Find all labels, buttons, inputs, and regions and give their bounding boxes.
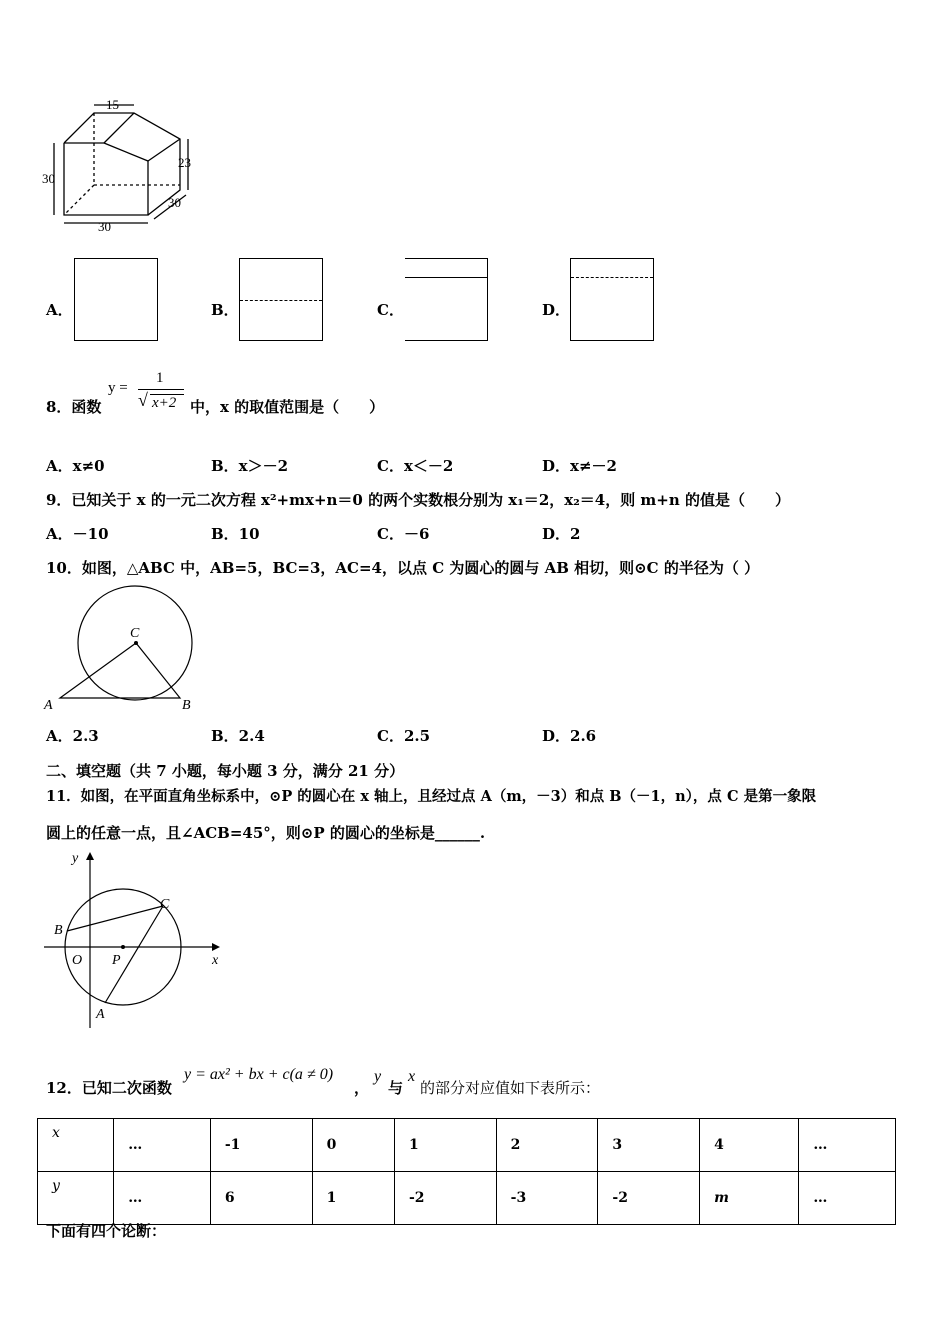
q12-prefix: 12．已知二次函数 — [46, 1079, 172, 1097]
q9-option-a[interactable]: A．－10 — [46, 525, 109, 543]
q11-label-b: B — [54, 923, 63, 938]
q8-option-d[interactable]: D．x≠－2 — [542, 457, 617, 475]
table-cell: -2 — [394, 1172, 496, 1225]
q9-option-c[interactable]: C．－6 — [377, 525, 430, 543]
cube-label-right-upper: 23 — [178, 155, 191, 170]
table-cell: 2 — [496, 1119, 598, 1172]
q12-mid: 与 — [388, 1079, 404, 1097]
table-cell: … — [799, 1172, 896, 1225]
q8-suffix: 中，x 的取值范围是（ ） — [190, 398, 385, 416]
q7-option-d[interactable]: D． — [542, 301, 571, 319]
cube-label-right-lower: 30 — [168, 195, 181, 210]
table-cell: … — [114, 1119, 211, 1172]
q11-label-a: A — [96, 1007, 105, 1022]
q7-option-c[interactable]: C． — [377, 301, 404, 319]
table-cell: … — [799, 1119, 896, 1172]
q7-option-c-view — [405, 258, 488, 341]
q11-label-x: x — [212, 953, 219, 968]
q11-label-p: P — [112, 953, 121, 968]
q9-text: 9．已知关于 x 的一元二次方程 x²+mx+n＝0 的两个实数根分别为 x₁＝2，x₂＝4，则 m+n 的值是（ ） — [46, 491, 790, 509]
q12-after: 下面有四个论断： — [46, 1222, 167, 1240]
table-cell: 1 — [312, 1172, 394, 1225]
q7-option-b-view — [239, 258, 323, 341]
table-row — [38, 1119, 896, 1172]
q11-label-o: O — [72, 953, 83, 968]
q11-label-y: y — [72, 851, 79, 866]
q12-comma: ， — [354, 1079, 370, 1097]
q12-y-var: y — [374, 1068, 382, 1085]
table-cell: m — [700, 1172, 799, 1225]
q7-option-a[interactable]: A． — [46, 301, 73, 319]
table-cell: -3 — [496, 1172, 598, 1225]
q10-circle-figure — [40, 585, 200, 715]
q8-option-c[interactable]: C．x＜－2 — [377, 457, 454, 475]
table-cell: 0 — [312, 1119, 394, 1172]
q8-formula: y = 1 √ x+2 — [108, 368, 188, 418]
q8-formula-y: y = — [108, 380, 128, 396]
table-cell: -1 — [210, 1119, 312, 1172]
q11-label-c: C — [160, 897, 170, 912]
q10-label-b: B — [182, 698, 191, 713]
q8-option-b[interactable]: B．x＞－2 — [211, 457, 289, 475]
q10-text: 10．如图，△ABC 中，AB=5，BC=3，AC=4，以点 C 为圆心的圆与 AB 相切，则⊙C 的半径为（ ） — [46, 559, 760, 577]
q12-x-var: x — [408, 1068, 416, 1085]
q11-line-2: 圆上的任意一点，且∠ACB=45°，则⊙P 的圆心的坐标是______. — [46, 824, 486, 842]
q7-option-d-view — [570, 258, 654, 341]
table-cell: -2 — [598, 1172, 700, 1225]
q8-numerator: 1 — [156, 370, 164, 386]
section-2-title: 二、填空题（共 7 小题，每小题 3 分，满分 21 分） — [46, 762, 405, 780]
q12-value-table — [37, 1118, 896, 1225]
q10-option-d[interactable]: D．2.6 — [542, 727, 597, 745]
q8-prefix: 8．函数 — [46, 398, 102, 416]
table-cell: 4 — [700, 1119, 799, 1172]
q10-option-c[interactable]: C．2.5 — [377, 727, 431, 745]
cube-label-top: 15 — [106, 97, 119, 112]
q10-option-a[interactable]: A．2.3 — [46, 727, 99, 745]
q10-label-c: C — [130, 626, 140, 641]
table-row — [38, 1172, 896, 1225]
cube-label-left: 30 — [42, 171, 55, 186]
q12-suffix: 的部分对应值如下表所示： — [420, 1079, 601, 1097]
q12-formula: y = ax² + bx + c(a ≠ 0) — [184, 1066, 334, 1083]
q8-radicand: x+2 — [152, 395, 177, 411]
q8-option-a[interactable]: A．x≠0 — [46, 457, 105, 475]
table-cell: 3 — [598, 1119, 700, 1172]
q10-label-a: A — [44, 698, 53, 713]
cube-figure — [40, 95, 200, 235]
table-cell: 6 — [210, 1172, 312, 1225]
q9-option-b[interactable]: B．10 — [211, 525, 260, 543]
q11-coordinate-figure — [40, 846, 230, 1031]
table-cell: x — [38, 1119, 114, 1172]
q9-option-d[interactable]: D．2 — [542, 525, 581, 543]
table-cell: … — [114, 1172, 211, 1225]
q7-option-b[interactable]: B． — [211, 301, 239, 319]
table-cell: 1 — [394, 1119, 496, 1172]
q10-option-b[interactable]: B．2.4 — [211, 727, 265, 745]
cube-label-bottom: 30 — [98, 219, 111, 234]
q7-option-a-view — [74, 258, 158, 341]
q11-line-1: 11．如图，在平面直角坐标系中，⊙P 的圆心在 x 轴上，且经过点 A（m，－3）和点 B（－1，n），点 C 是第一象限 — [46, 788, 817, 805]
table-cell: y — [38, 1172, 114, 1225]
